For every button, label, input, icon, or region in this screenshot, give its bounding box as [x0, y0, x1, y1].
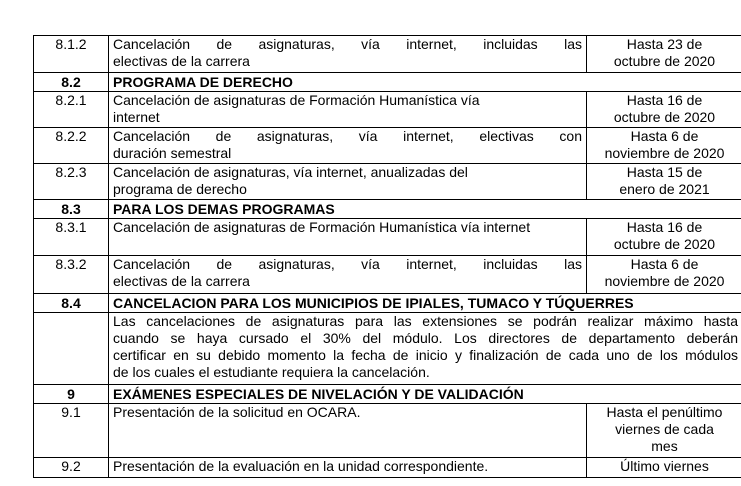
- section-header-row: [34, 294, 741, 313]
- row-date: Hasta el penúltimo viernes de cada mes: [587, 404, 741, 458]
- row-number: 8.2.3: [34, 164, 109, 200]
- row-date: Hasta 23 de octubre de 2020: [587, 36, 741, 73]
- table-row: [34, 219, 741, 256]
- section-title: PROGRAMA DE DERECHO: [109, 73, 741, 92]
- row-description: Cancelación de asignaturas, vía internet, incluidas las electivas de la carrera: [109, 256, 587, 294]
- section-number: 9: [34, 385, 109, 404]
- empty-cell: [34, 313, 109, 385]
- row-number: 8.2.2: [34, 128, 109, 164]
- row-number: 8.3.1: [34, 219, 109, 256]
- section-header-row: [34, 200, 741, 219]
- row-number: 9.2: [34, 458, 109, 478]
- calendar-table: [33, 35, 741, 478]
- row-description: Presentación de la evaluación en la unidad correspondiente.: [109, 458, 587, 478]
- row-date: Último viernes: [587, 458, 741, 478]
- table-row: [34, 92, 741, 128]
- table-row: [34, 404, 741, 458]
- row-description: Cancelación de asignaturas, vía internet, electivas con duración semestral: [109, 128, 587, 164]
- row-date: Hasta 6 de noviembre de 2020: [587, 256, 741, 294]
- row-number: 9.1: [34, 404, 109, 458]
- row-description: Cancelación de asignaturas de Formación Humanística vía internet: [109, 219, 587, 256]
- section-title: PARA LOS DEMAS PROGRAMAS: [109, 200, 741, 219]
- row-date: Hasta 16 de octubre de 2020: [587, 219, 741, 256]
- row-description: Cancelación de asignaturas, vía internet, anualizadas del programa de derecho: [109, 164, 587, 200]
- table-row: [34, 458, 741, 478]
- row-date: Hasta 16 de octubre de 2020: [587, 92, 741, 128]
- row-description: Presentación de la solicitud en OCARA.: [109, 404, 587, 458]
- section-number: 8.3: [34, 200, 109, 219]
- row-description: Cancelación de asignaturas de Formación Humanística vía internet: [109, 92, 587, 128]
- section-title: EXÁMENES ESPECIALES DE NIVELACIÓN Y DE VALIDACIÓN: [109, 385, 741, 404]
- extensions-paragraph: Las cancelaciones de asignaturas para las extensiones se podrán realizar máximo hasta cuando se haya cursado el 30% del módulo. Los directores de departamento deberán certificar en su debido momento la fecha de inicio y finalización de cada uno de los módulos de los cuales el estudiante requiera la cancelación.: [109, 313, 741, 385]
- row-date: Hasta 6 de noviembre de 2020: [587, 128, 741, 164]
- section-header-row: [34, 385, 741, 404]
- row-number: 8.2.1: [34, 92, 109, 128]
- section-number: 8.2: [34, 73, 109, 92]
- table-row: [34, 164, 741, 200]
- row-number: 8.1.2: [34, 36, 109, 73]
- table-row: [34, 128, 741, 164]
- row-number: 8.3.2: [34, 256, 109, 294]
- row-description: Cancelación de asignaturas, vía internet, incluidas las electivas de la carrera: [109, 36, 587, 73]
- row-date: Hasta 15 de enero de 2021: [587, 164, 741, 200]
- section-title: CANCELACION PARA LOS MUNICIPIOS DE IPIALES, TUMACO Y TÚQUERRES: [109, 294, 741, 313]
- table-row: [34, 36, 741, 73]
- paragraph-row: [34, 313, 741, 385]
- section-header-row: [34, 73, 741, 92]
- table-row: [34, 256, 741, 294]
- section-number: 8.4: [34, 294, 109, 313]
